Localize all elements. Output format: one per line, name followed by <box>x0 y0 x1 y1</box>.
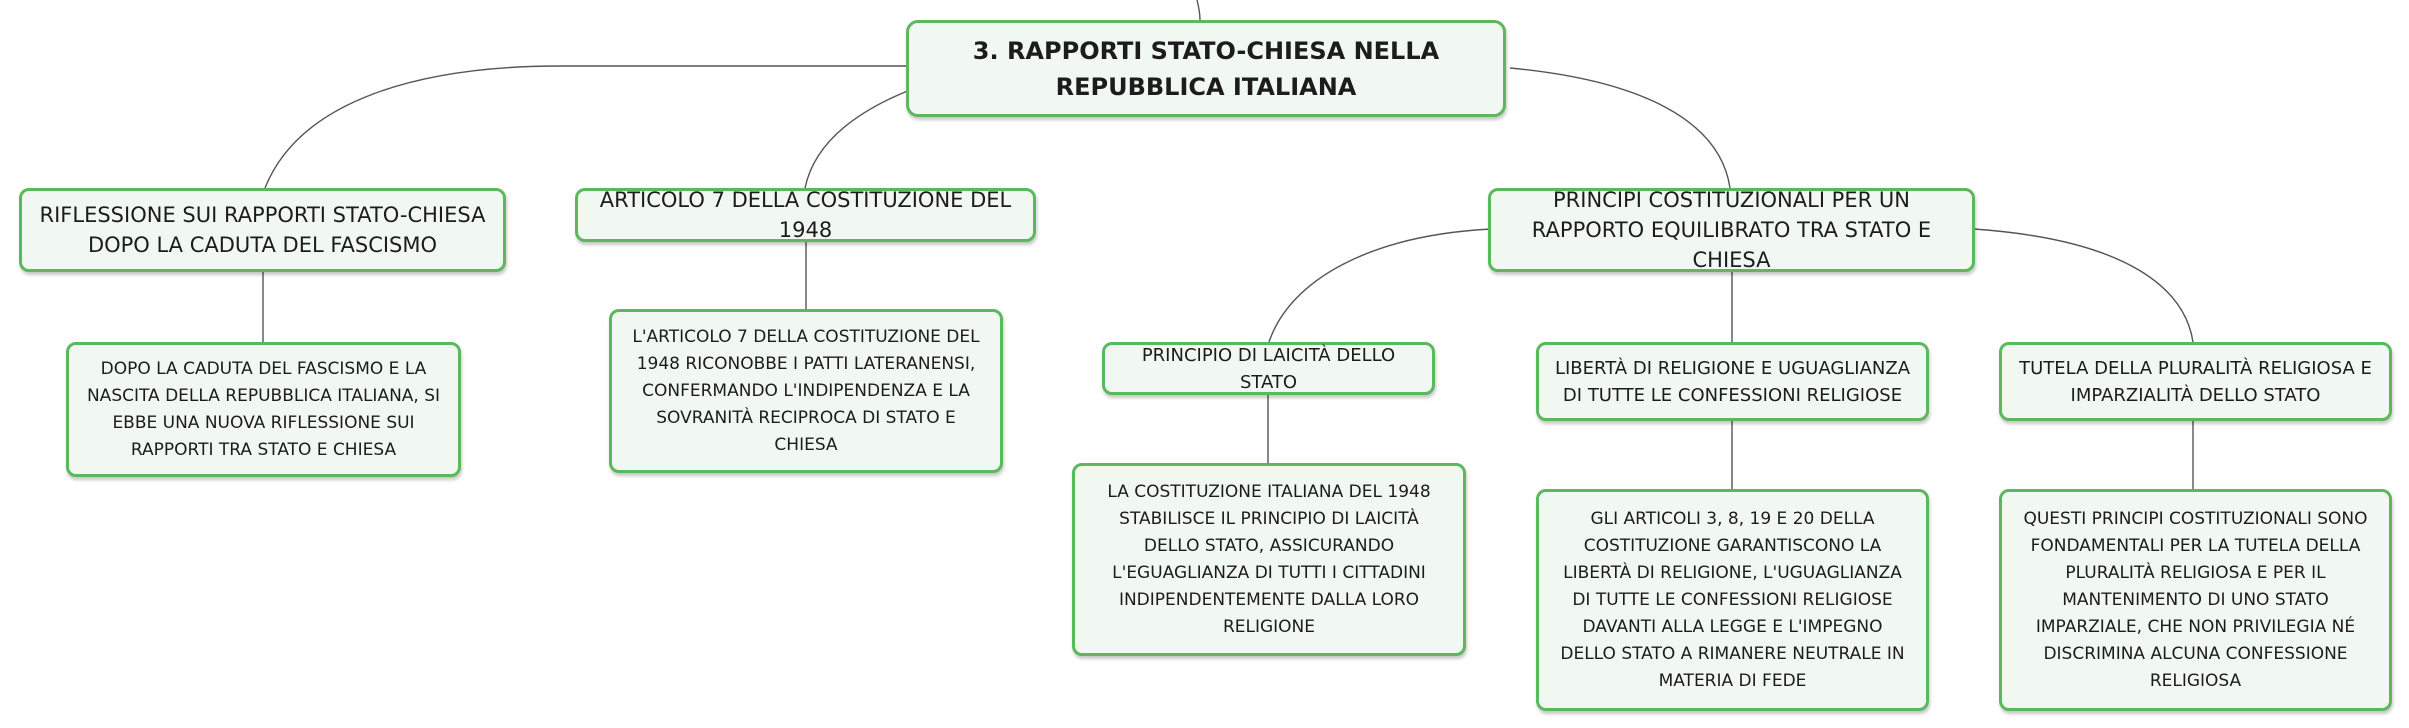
connector-root-branch-3 <box>1510 68 1730 188</box>
detail-text: QUESTI PRINCIPI COSTITUZIONALI SONO FONDAMENTALI PER LA TUTELA DELLA PLURALITÀ RELIGIOSA E PER IL MANTENIMENTO DI UNO STATO IMPARZIALE, CHE NON PRIVILEGIA NÉ DISCRIMINA ALCUNA CONFESSIONE RELIGIOSA <box>2023 508 2368 691</box>
subtopic-label: PRINCIPIO DI LAICITÀ DELLO STATO <box>1141 344 1396 393</box>
detail-text: DOPO LA CADUTA DEL FASCISMO E LA NASCITA DELLA REPUBBLICA ITALIANA, SI EBBE UNA NUOVA RIFLESSIONE SUI RAPPORTI TRA STATO E CHIESA <box>86 358 441 460</box>
subtopic-liberta-religione[interactable] <box>1536 342 1929 421</box>
connector-branch-3-sub-3 <box>1974 229 2193 342</box>
subtopic-laicita[interactable] <box>1102 342 1435 395</box>
subtopic-label: LIBERTÀ DI RELIGIONE E UGUAGLIANZA DI TUTTE LE CONFESSIONI RELIGIOSE <box>1554 357 1911 406</box>
detail-text: GLI ARTICOLI 3, 8, 19 E 20 DELLA COSTITUZIONE GARANTISCONO LA LIBERTÀ DI RELIGIONE, L'UGUAGLIANZA DI TUTTE LE CONFESSIONI RELIGIOSE DAVANTI ALLA LEGGE E L'IMPEGNO DELLO STATO A RIMANERE NEUTRALE IN MATERIA DI FEDE <box>1560 508 1905 691</box>
connector-branch-3-sub-1 <box>1269 229 1492 342</box>
connector-root-incoming <box>1197 0 1200 20</box>
connector-root-branch-1 <box>265 66 910 188</box>
root-topic-label: 3. RAPPORTI STATO-CHIESA NELLA REPUBBLICA ITALIANA <box>972 36 1440 101</box>
root-topic[interactable] <box>906 20 1506 117</box>
detail-articolo-7[interactable] <box>609 309 1003 473</box>
detail-caduta-fascismo[interactable] <box>66 342 461 477</box>
branch-topic-label: PRINCIPI COSTITUZIONALI PER UN RAPPORTO EQUILIBRATO TRA STATO E CHIESA <box>1531 188 1932 272</box>
detail-laicita[interactable] <box>1072 463 1466 656</box>
branch-topic-label: RIFLESSIONE SUI RAPPORTI STATO-CHIESA DOPO LA CADUTA DEL FASCISMO <box>39 203 486 257</box>
detail-text: L'ARTICOLO 7 DELLA COSTITUZIONE DEL 1948 RICONOBBE I PATTI LATERANENSI, CONFERMANDO L'INDIPENDENZA E LA SOVRANITÀ RECIPROCA DI STATO E CHIESA <box>632 326 980 455</box>
subtopic-pluralita-religiosa[interactable] <box>1999 342 2392 421</box>
branch-topic-label: ARTICOLO 7 DELLA COSTITUZIONE DEL 1948 <box>599 188 1012 242</box>
detail-liberta-religione[interactable] <box>1536 489 1929 711</box>
subtopic-label: TUTELA DELLA PLURALITÀ RELIGIOSA E IMPARZIALITÀ DELLO STATO <box>2019 357 2372 406</box>
detail-pluralita-religiosa[interactable] <box>1999 489 2392 711</box>
branch-topic-riflessione[interactable] <box>19 188 506 272</box>
detail-text: LA COSTITUZIONE ITALIANA DEL 1948 STABILISCE IL PRINCIPIO DI LAICITÀ DELLO STATO, ASSICURANDO L'EGUAGLIANZA DI TUTTI I CITTADINI INDIPENDENTEMENTE DALLA LORO RELIGIONE <box>1107 481 1431 637</box>
branch-topic-articolo-7[interactable] <box>575 188 1036 242</box>
branch-topic-principi-costituzionali[interactable] <box>1488 188 1975 272</box>
connector-root-branch-2 <box>805 90 910 188</box>
